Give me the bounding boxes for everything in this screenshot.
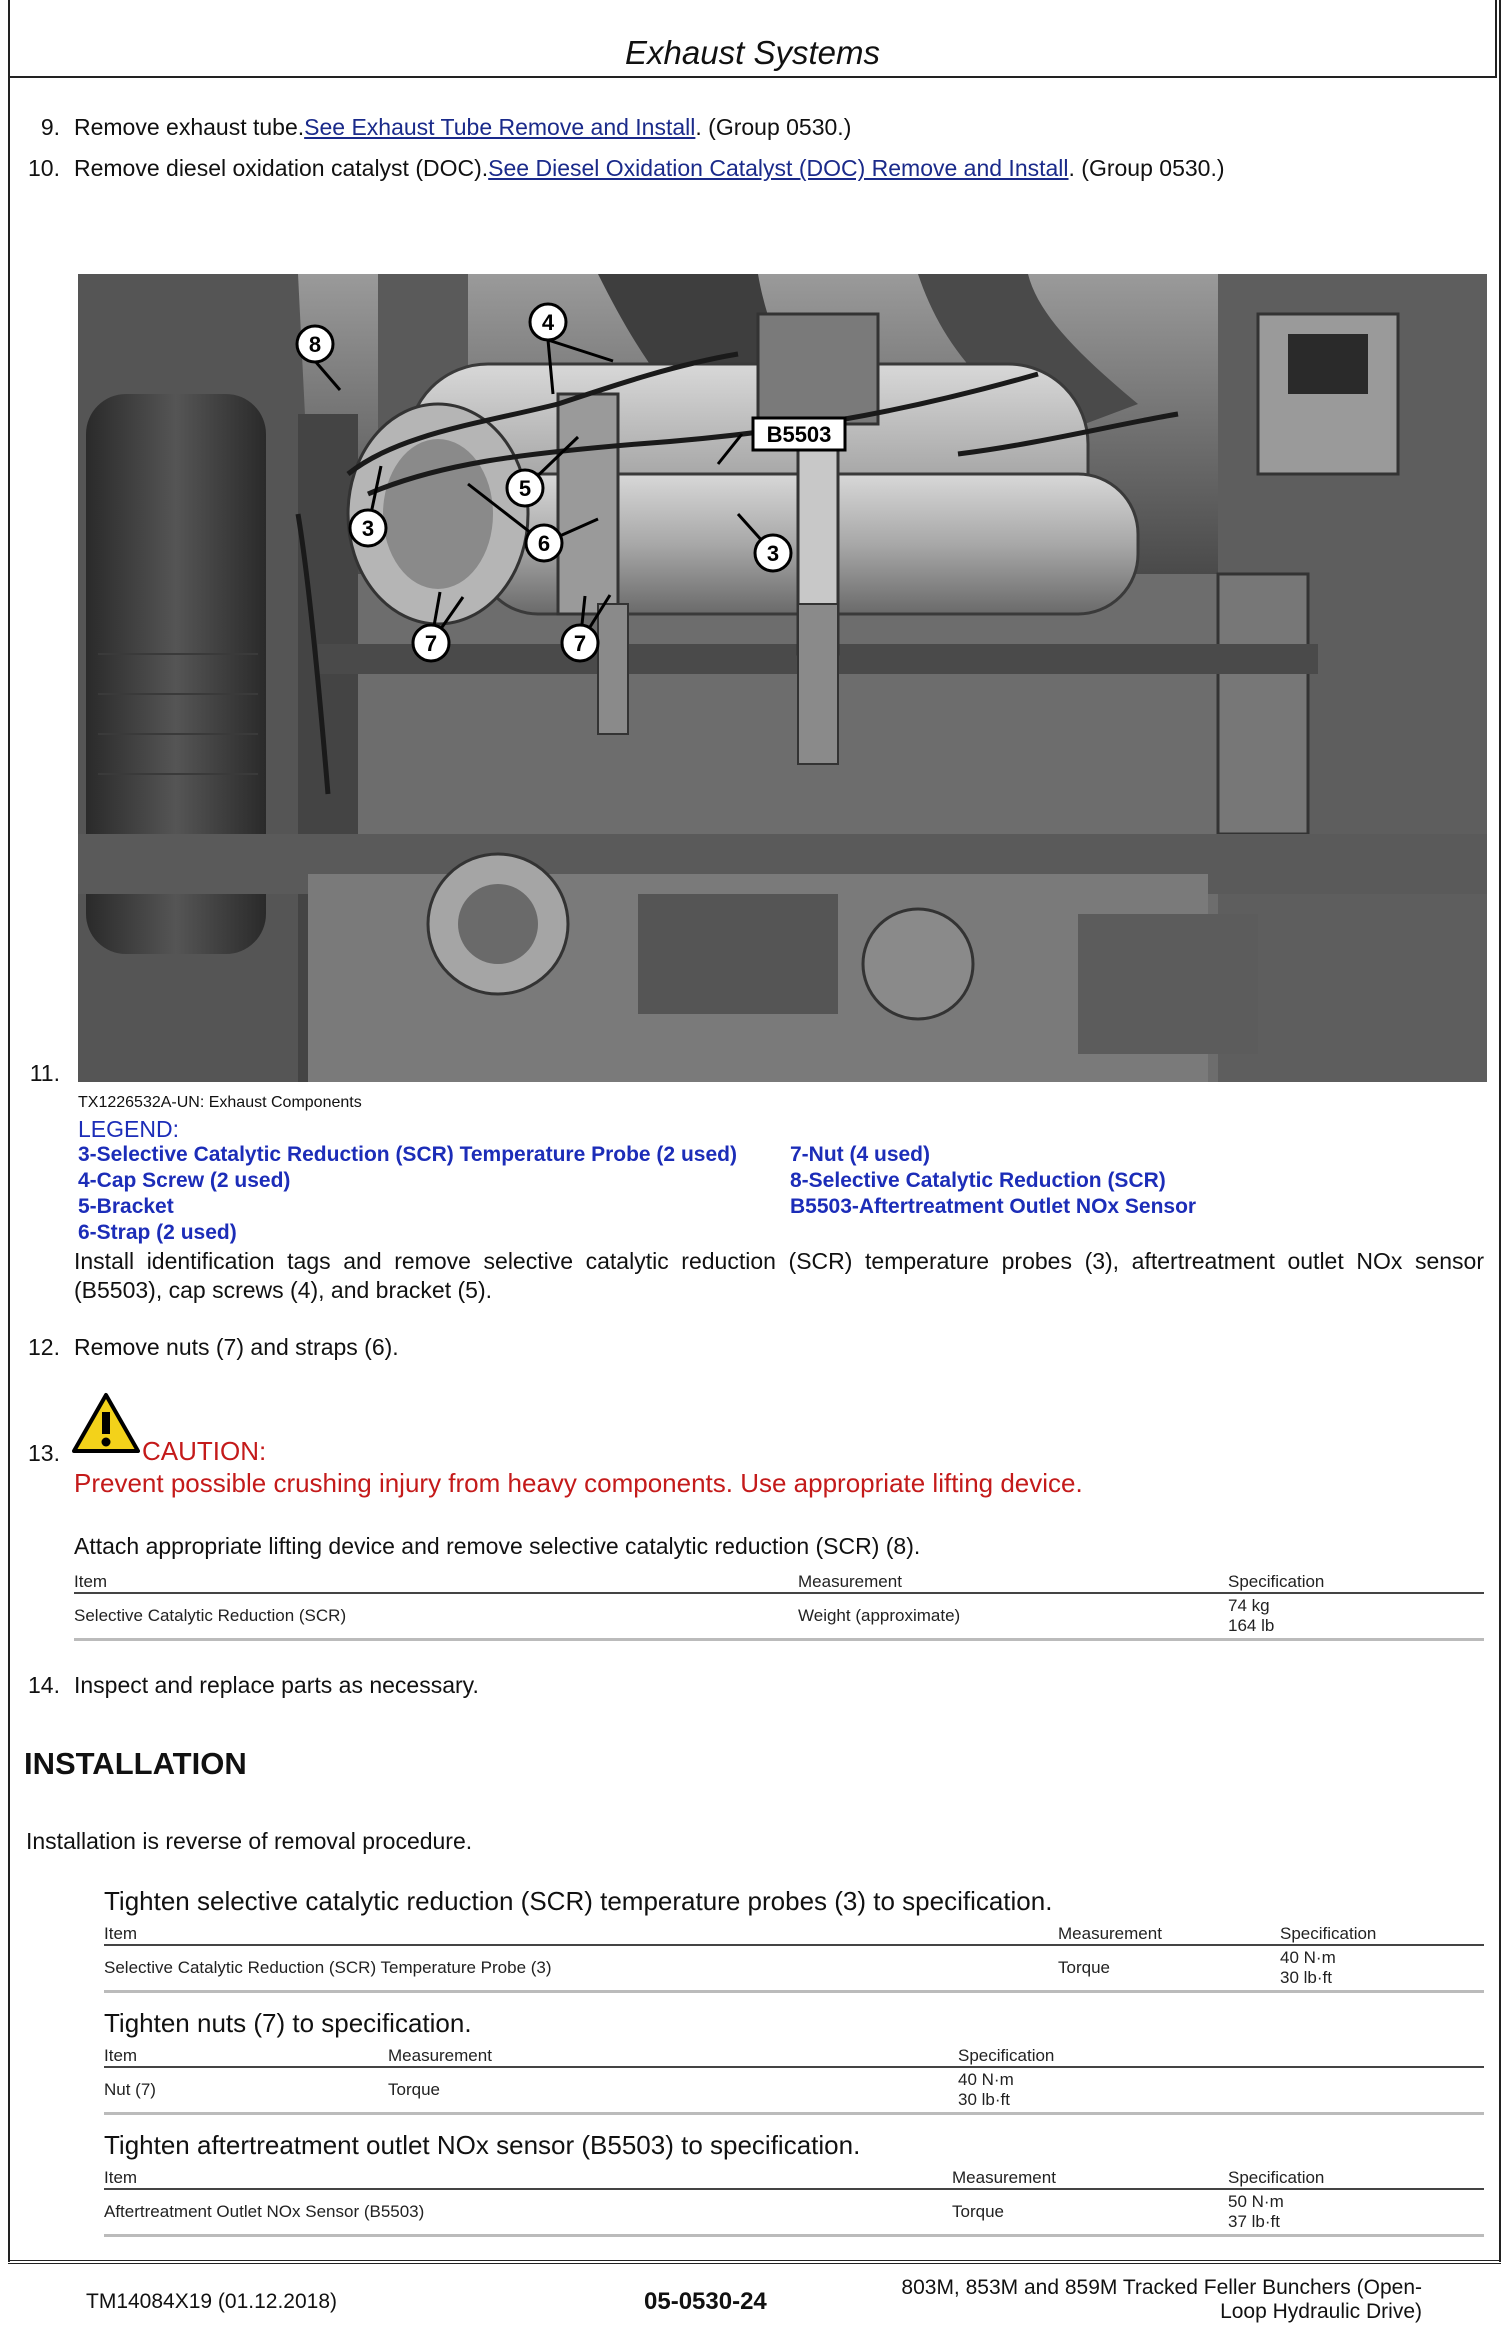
column-header: Measurement — [952, 2166, 1228, 2189]
exhaust-tube-link[interactable]: See Exhaust Tube Remove and Install — [304, 114, 696, 140]
column-header: Item — [104, 2166, 952, 2189]
callout-7-left — [413, 625, 449, 661]
callout-label: B5503 — [766, 422, 832, 447]
legend-column-left — [78, 1142, 737, 1246]
group-ref: . (Group 0530.) — [695, 114, 852, 140]
table-cell: Weight (approximate) — [798, 1593, 1228, 1640]
table-cell: Torque — [1058, 1945, 1280, 1992]
legend-item: 4-Cap Screw (2 used) — [78, 1169, 291, 1192]
column-header: Item — [104, 2044, 388, 2067]
callout-label: 3 — [766, 541, 780, 566]
manual-id: TM14084X19 (01.12.2018) — [86, 2290, 338, 2313]
callout-3-right — [755, 535, 791, 571]
table-cell: Torque — [388, 2067, 958, 2114]
step-11-text: Install identification tags and remove selective catalytic reduction (SCR) temperature probes (3), aftertreatment outlet NOx sensor (B5503), cap screws (4), and bracket (5). — [74, 1248, 1484, 1303]
step-text — [74, 114, 851, 141]
column-header: Item — [74, 1570, 798, 1593]
table-cell: Aftertreatment Outlet NOx Sensor (B5503) — [104, 2189, 952, 2236]
step-number: 13. — [28, 1440, 60, 1466]
step-text: Inspect and replace parts as necessary. — [74, 1672, 479, 1698]
table-row — [74, 1593, 1484, 1640]
tighten-probes-title: Tighten selective catalytic reduction (SCR) temperature probes (3) to specification. — [104, 1886, 1053, 1916]
legend-item: 8-Selective Catalytic Reduction (SCR) — [790, 1169, 1166, 1192]
spec-cell — [1228, 2189, 1484, 2236]
legend-item: 6-Strap (2 used) — [78, 1221, 237, 1244]
step-number: 11. — [29, 1060, 60, 1086]
figure-legend — [78, 1116, 1197, 1244]
step-12 — [0, 1334, 1500, 1364]
step-10 — [0, 155, 1500, 185]
probe-torque-table — [104, 1922, 1484, 1993]
column-header: Measurement — [1058, 1922, 1280, 1945]
spec-cell — [1228, 1593, 1484, 1640]
nut-torque-table — [104, 2044, 1484, 2115]
table-cell: Torque — [952, 2189, 1228, 2236]
table-cell: Selective Catalytic Reduction (SCR) — [74, 1593, 798, 1640]
tighten-sensor-title: Tighten aftertreatment outlet NOx sensor (B5503) to specification. — [104, 2130, 861, 2160]
step-number: 14. — [28, 1672, 60, 1698]
table-cell: Nut (7) — [104, 2067, 388, 2114]
legend-item: 7-Nut (4 used) — [790, 1143, 931, 1166]
spec-metric: 40 N·m — [958, 2070, 1014, 2089]
warning-icon — [72, 1392, 140, 1454]
legend-item: 5-Bracket — [78, 1195, 174, 1218]
figure-caption: TX1226532A-UN: Exhaust Components — [78, 1094, 362, 1111]
spec-metric: 50 N·m — [1228, 2192, 1284, 2211]
callout-label: 8 — [308, 332, 322, 357]
column-header: Specification — [1228, 1570, 1484, 1593]
step-9 — [0, 114, 1500, 144]
callout-label: 7 — [424, 631, 438, 656]
page-number: 05-0530-24 — [644, 2288, 767, 2315]
table-row — [104, 1945, 1484, 1992]
callout-label: 5 — [518, 476, 532, 501]
step-13-text: Attach appropriate lifting device and remove selective catalytic reduction (SCR) (8). — [74, 1533, 921, 1559]
column-header: Specification — [1280, 1922, 1484, 1945]
legend-item: 3-Selective Catalytic Reduction (SCR) Temperature Probe (2 used) — [78, 1143, 737, 1166]
step-text: Remove nuts (7) and straps (6). — [74, 1334, 399, 1360]
column-header: Measurement — [798, 1570, 1228, 1593]
step-number: 10. — [28, 155, 60, 181]
table-row — [104, 2189, 1484, 2236]
footer-divider — [8, 2260, 1501, 2264]
callout-b5503 — [753, 418, 845, 450]
sensor-torque-table — [104, 2166, 1484, 2237]
callout-label: 6 — [537, 531, 551, 556]
step-13 — [0, 1440, 80, 1470]
spec-imperial: 164 lb — [1228, 1616, 1275, 1635]
column-header: Specification — [1228, 2166, 1484, 2189]
callout-6 — [526, 525, 562, 561]
spec-cell — [958, 2067, 1484, 2114]
callout-label: 4 — [541, 310, 555, 335]
doc-link[interactable]: See Diesel Oxidation Catalyst (DOC) Remove and Install — [488, 155, 1069, 181]
spec-metric: 74 kg — [1228, 1596, 1270, 1615]
step-label: Remove exhaust tube. — [74, 114, 305, 140]
callout-7-right — [562, 625, 598, 661]
scr-weight-table — [74, 1570, 1484, 1641]
installation-intro: Installation is reverse of removal procedure. — [26, 1828, 473, 1854]
exhaust-components-figure — [78, 274, 1487, 1082]
spec-cell — [1280, 1945, 1484, 1992]
callout-8 — [297, 326, 333, 362]
legend-item: B5503-Aftertreatment Outlet NOx Sensor — [790, 1195, 1197, 1218]
callout-4 — [530, 304, 566, 340]
caution-text: Prevent possible crushing injury from heavy components. Use appropriate lifting device. — [74, 1468, 1083, 1498]
group-ref: . (Group 0530.) — [1068, 155, 1225, 181]
callout-5 — [507, 470, 543, 506]
machine-title: 803M, 853M and 859M Tracked Feller Bunchers (Open-Loop Hydraulic Drive) — [901, 2276, 1422, 2323]
step-11 — [0, 1060, 80, 1090]
installation-heading: INSTALLATION — [24, 1746, 247, 1781]
spec-metric: 40 N·m — [1280, 1948, 1336, 1967]
step-number: 9. — [40, 114, 60, 140]
callout-label: 7 — [573, 631, 587, 656]
callout-3-left — [350, 510, 386, 546]
section-title: Exhaust Systems — [625, 34, 880, 71]
legend-column-right — [790, 1142, 1196, 1220]
callout-label: 3 — [361, 516, 375, 541]
caution-label: CAUTION: — [142, 1436, 267, 1466]
column-header: Item — [104, 1922, 1058, 1945]
tighten-nuts-title: Tighten nuts (7) to specification. — [104, 2008, 472, 2038]
step-label: Remove diesel oxidation catalyst (DOC). — [74, 155, 489, 181]
step-text — [74, 155, 1225, 182]
column-header: Measurement — [388, 2044, 958, 2067]
table-cell: Selective Catalytic Reduction (SCR) Temperature Probe (3) — [104, 1945, 1058, 1992]
column-header: Specification — [958, 2044, 1484, 2067]
page-header — [8, 0, 1497, 78]
spec-imperial: 30 lb·ft — [958, 2090, 1010, 2109]
table-row — [104, 2067, 1484, 2114]
legend-title: LEGEND: — [78, 1116, 179, 1142]
step-number: 12. — [28, 1334, 60, 1360]
spec-imperial: 37 lb·ft — [1228, 2212, 1280, 2231]
spec-imperial: 30 lb·ft — [1280, 1968, 1332, 1987]
step-14 — [0, 1672, 1500, 1702]
